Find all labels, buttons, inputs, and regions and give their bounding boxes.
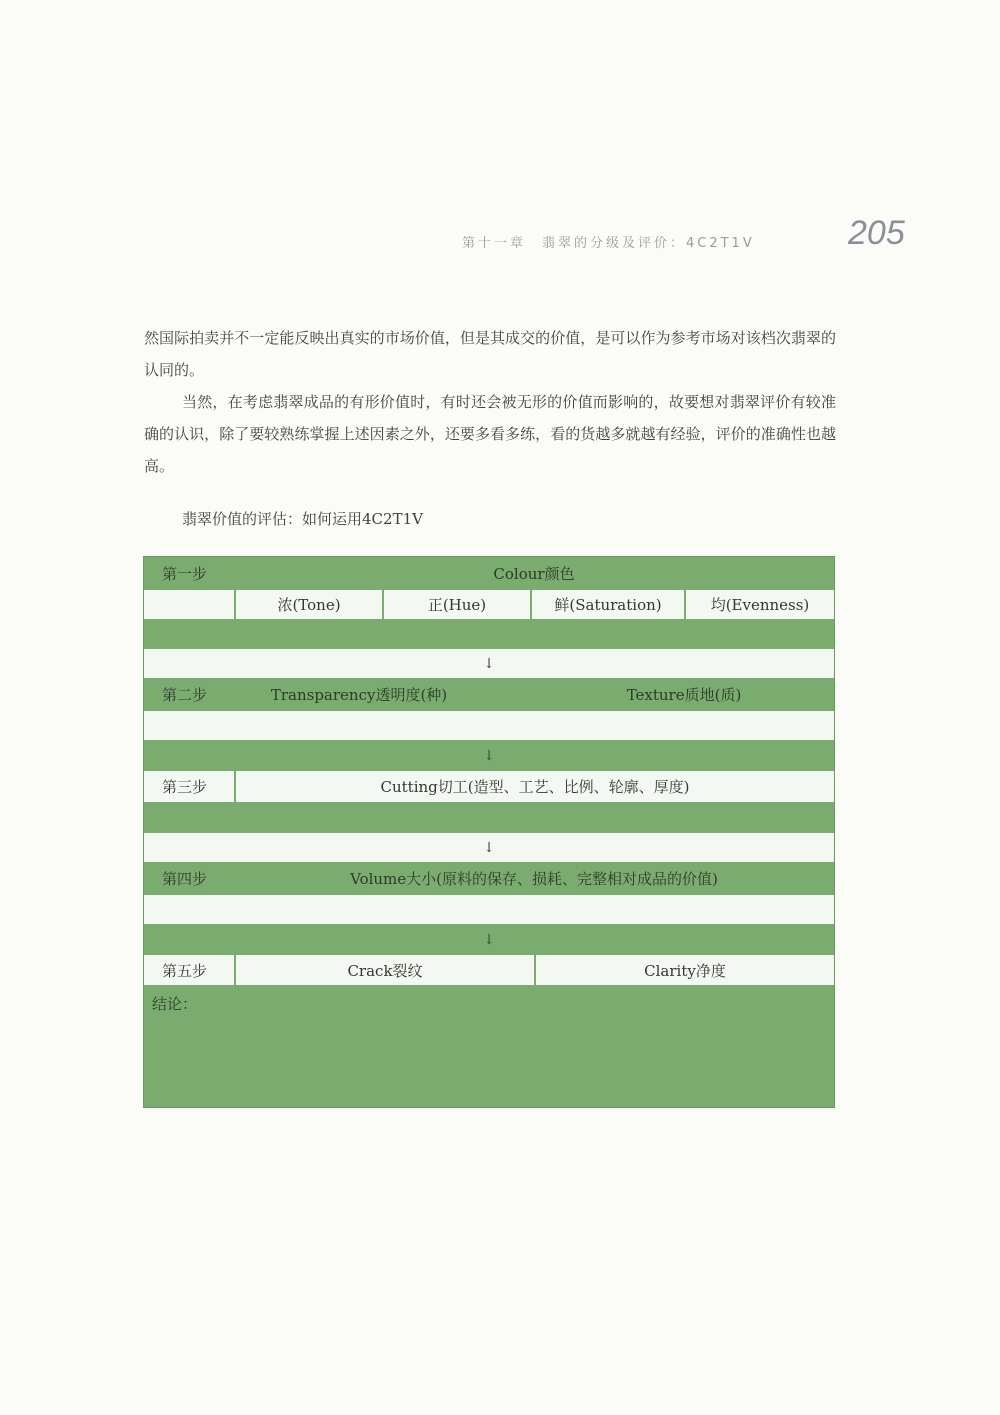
figure-caption: 翡翠价值的评估：如何运用4C2T1V	[182, 510, 423, 528]
down-arrow-icon: ↓	[144, 743, 834, 769]
evenness-item: 均(Evenness)	[684, 590, 834, 619]
chapter-title: 第十一章 翡翠的分级及评价：4C2T1V	[462, 236, 755, 251]
arrow-row	[144, 833, 834, 862]
step3-title: Cutting切工(造型、工艺、比例、轮廓、厚度)	[234, 771, 834, 802]
down-arrow-icon: ↓	[144, 649, 834, 678]
step4-row	[144, 864, 834, 893]
texture-item: Texture质地(质)	[534, 680, 834, 709]
arrow-row	[144, 649, 834, 678]
step5-row	[144, 955, 834, 985]
step3-row	[144, 771, 834, 802]
conclusion-label: 结论：	[152, 995, 198, 1013]
clarity-item: Clarity净度	[534, 955, 834, 985]
step3-label: 第三步	[144, 771, 234, 802]
step2-label: 第二步	[144, 680, 234, 709]
hue-item: 正(Hue)	[382, 590, 530, 619]
down-arrow-icon: ↓	[144, 926, 834, 953]
page-header	[0, 214, 1000, 254]
body-text	[144, 322, 836, 482]
paragraph: 当然，在考虑翡翠成品的有形价值时，有时还会被无形的价值而影响的，故要想对翡翠评价有较准确的认识，除了要较熟练掌握上述因素之外，还要多看多练，看的货越多就越有经验，评价的准确性也越高。	[144, 393, 836, 475]
tone-item: 浓(Tone)	[234, 590, 382, 619]
step1-label: 第一步	[144, 559, 234, 588]
paragraph: 然国际拍卖并不一定能反映出真实的市场价值，但是其成交的价值，是可以作为参考市场对该档次翡翠的认同的。	[144, 329, 836, 379]
arrow-row	[144, 926, 834, 953]
crack-item: Crack裂纹	[234, 955, 534, 985]
flowchart	[143, 556, 835, 1108]
transparency-item: Transparency透明度(种)	[234, 680, 484, 709]
step4-label: 第四步	[144, 864, 234, 893]
step5-label: 第五步	[144, 955, 234, 985]
saturation-item: 鲜(Saturation)	[530, 590, 684, 619]
page-number: 205	[848, 214, 905, 252]
step4-title: Volume大小(原料的保存、损耗、完整相对成品的价值)	[234, 864, 834, 893]
step1-items-row	[144, 590, 834, 619]
step2-row	[144, 680, 834, 709]
spacer-row	[144, 895, 834, 924]
arrow-row	[144, 743, 834, 769]
step1-row	[144, 559, 834, 588]
step1-title: Colour颜色	[234, 559, 834, 588]
down-arrow-icon: ↓	[144, 833, 834, 862]
blank-cell	[144, 590, 234, 619]
spacer-row	[144, 711, 834, 740]
